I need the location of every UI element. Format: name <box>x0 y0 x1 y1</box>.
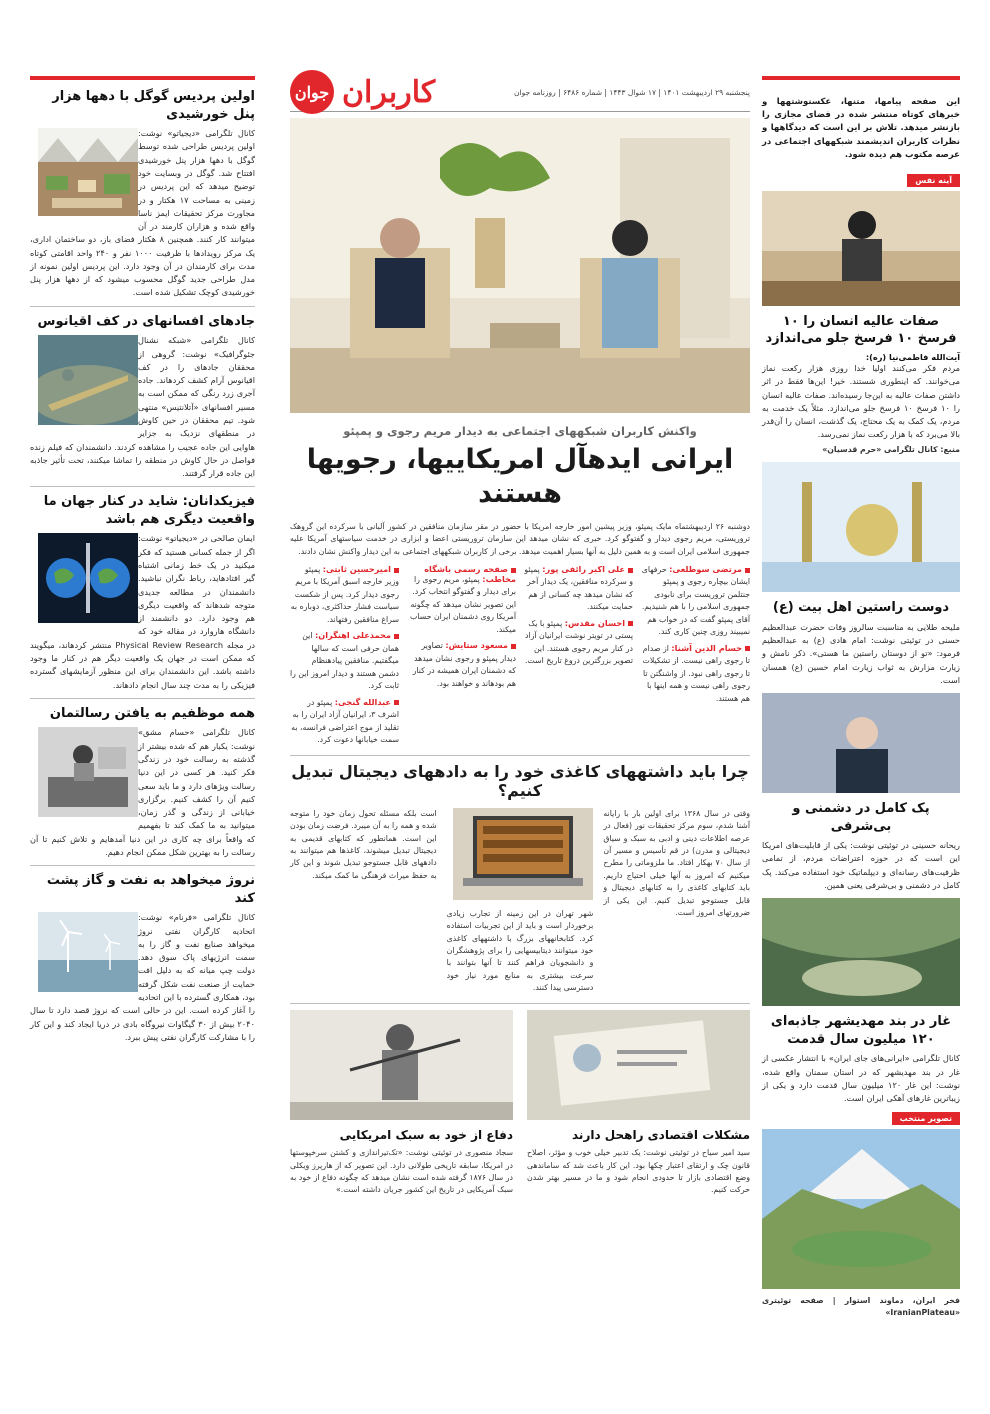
bottom-articles <box>290 1010 750 1197</box>
right-top-bar <box>762 76 960 80</box>
cleric-photo <box>762 191 960 310</box>
article-title: همه موظفیم به یافتن رسالتمان <box>49 705 255 721</box>
quote-item: علی اکبر رائفی پور: پمپئو و سرکرده منافقین، یک دیدار آخر که نشان میدهد چه کسانی از هم حمایت میکنند. <box>524 564 633 612</box>
right-column <box>762 76 960 1319</box>
bullet-square-icon <box>394 700 399 705</box>
divider <box>30 306 255 307</box>
article-body: شهر تهران در این زمینه از تجارب زیادی برخوردار است و باید از این تجربیات استفاده کرد. کتابخانههای بزرگ با داشتههای کاغذی خود میتوانند دیتابیسهایی را برای پژوهشگران و دانشجویان فراهم کنند تا آنها بتوانند با سرعت بیشتری به منابع مورد نیاز خود دسترسی پیدا کنند. <box>446 908 594 993</box>
section-tag: آینه نفس <box>907 174 960 187</box>
newspaper-logo: جوان <box>290 70 334 114</box>
author-name: آیت‌الله فاطمی‌نیا (ره): <box>865 351 960 362</box>
quote-item: مرتضی سوطلعی: حرفهای ایشان بیچاره رجوی و پمپئو جنتلمن تروریست برای نابودی جمهوری اسلامی را با هم شنیدیم. آقای پمپئو گفت که در خواب هم نمیبیند روزی چنین کاری کند. <box>641 564 750 637</box>
article-self-defense <box>290 1010 513 1197</box>
quote-item: مسعود ستایش: تصاویر دیدار پمپئو و رجوی نشان میدهد که دشمنان ایران همیشه در کنار هم بودهاند و خواهند بود. <box>412 640 516 688</box>
article-body: کانال تلگرامی «ایرانی‌های جای ایران» با انتشار عکسی از غار در بند مهدیشهر که در استان سمنان واقع شده، نوشت: این غار ۱۲۰ میلیون سال قدمت دارد و یکی از زیباترین غارهای آهکی ایران است. <box>762 1053 960 1104</box>
quote-item: حسام الدین آشنا: از صدام تا رجوی راهی نیست. از تشکیلات تا رجوی راهی نبود. از واشنگتن تا رجوی راهی نیست و همه اینها با هم هستند. <box>642 642 750 703</box>
twin-earth-illustration <box>38 533 138 627</box>
article-title: فیزیکدانان: شاید در کنار جهان ما واقعیت دیگری هم باشد <box>43 494 255 527</box>
main-headline: ایرانی ایدهآل امریکاییها، رجویها هستند <box>306 444 734 509</box>
biden-photo <box>762 693 960 797</box>
section-tag: تصویر منتخب <box>892 1112 960 1125</box>
bullet-square-icon <box>628 621 633 626</box>
shrine-photo <box>762 462 960 596</box>
article-body: ایمان صالحی در «دیجیاتو» نوشت: اگر از جمله کسانی هستید که فکر میکنید در یک خط زمانی اشتباه گیر افتادهاید، رباط نگران نباشید. دانشمندان در مطالعه جدیدی متوجه شدهاند که واقعیت دیگری هم وجود دارد. دو دانشمند از دانشگاه هاروارد در مقاله خود که در مجله Physical Review Research منتشر کردهاند، میگویند که ممکن است در جهان یک واقعیت دیگر هم در کنار ما وجود داشته باشد. این دانشمندان برای این منظور آزمایشهای گسترده فیزیکی را به مدت چند سال انجام دادهاند. <box>30 533 256 690</box>
article-norway <box>30 872 255 1044</box>
article-body: وقتی در سال ۱۳۶۸ برای اولین بار با رایانه آشنا شدم، سوم مرکز تحقیقات نور (فعال در عرصه اطلاعات دینی و ادبی به سبک و سیاق دیجیتالی و مدرن) در قم تأسیس و مسیر آن از سال ۷۰ بهکار افتاد. ما ملزوماتی را مطرح میکنیم که امروز به آنها خیلی احتیاج داریم. باید کتابهای کاغذی را به کتابهای دیجیتال و قابل جستوجو تبدیل کنیم. این یکی از ضرورتهای امروز است. <box>603 808 750 918</box>
article-title: دوست راستین اهل بیت (ع) <box>772 600 950 616</box>
quotes-column <box>524 564 633 747</box>
article-body: کانال تلگرامی «فرنام» نوشت: اتحادیه کارگران نفتی نروژ میخواهد صنایع نفت و گاز را به سمت انرژیهای پاک سوق دهد. دولت چپ میانه که به دلیل افت حمایت از صنعت نفت شکل گرفته بود، همکاری گسترده با این اتحادیه را آغاز کرده است. این در حالی است که نروژ قصد دارد تا سال ۲۰۴۰ بیش از ۳۰ گیگاوات نیروگاه بادی در دریا ایجاد کند و این کار را با مشارکت کارگران نفتی پیش ببرد. <box>30 912 255 1042</box>
article-title: نروژ میخواهد به نفت و گاز پشت کند <box>46 873 255 906</box>
article-body: کانال تلگرامی «شبکه نشنال جئوگرافیک» نوشت: گروهی از محققان جادهای را در کف اقیانوس آرام کشف کردهاند. جاده آجری زرد رنگی که ممکن است به مسیر افسانهای «آتلانتیس» منتهی شود. تیم محققان در حین کاوش در منطقهای نزدیک به جزایر هاوایی این جاده عجیب را مشاهده کردند. دانشمندان که فیلم زنده فواصل در حال کاوش در منطقه را تماشا میکنند، تحت تأثیر جاذبه این جاده قرار گرفتند. <box>30 335 255 479</box>
article-body: کانال تلگرامی «حسام مشق» نوشت: یکبار هم که شده بیشتر از گذشته به رسالت خود در زندگی فکر کنید. هر کسی در این دنیا رسالت ویژهای دارد و ما باید سعی کنیم آن را کشف کنیم. برگزاری خیابانی از زندگی و گذر زمان، میتوانید به ما کمک کند تا بفهمیم که واقعاً برای چه کاری در این دنیا آمدهایم و تلاش کنیم تا آن رسالت را به بهترین شکل ممکن انجام دهیم. <box>30 727 255 857</box>
quote-item: صفحه رسمی باشگاه مخاطب: پمپئو، مریم رجوی را برای دیدار و گفتوگو انتخاب کرد. این تصویر نشان میدهد که چگونه آمریکا روی دشمنان ایران حساب میکند. <box>409 564 516 634</box>
laptop-library-photo <box>447 808 594 904</box>
divider <box>30 865 255 866</box>
bullet-square-icon <box>394 568 399 573</box>
center-column <box>290 76 750 1197</box>
headline-kicker: واکنش کاربران شبکههای اجتماعی به دیدار مریم رجوی و پمپئو <box>343 424 697 438</box>
section-name: کاربران <box>342 74 436 110</box>
vintage-typist-photo <box>38 727 138 821</box>
article-body: مردم فکر می‌کنند اولیا خدا روزی هزار رکعت نماز می‌خوانند. که اینطوری شستند. خیر! این‌ها فقط در اثر داشتن صفات عالیه به این‌جا رسیده‌اند. صفات عالیه انسان را ۱۰ فرسخ ۱۰ فرسخ جلو می‌اندازد. مثلاً یک خدمت به مردم، یک کمک به یک محتاج، یک گذشت، انسان را آن‌قدر بالا می‌برد که با هزار رکعت نماز نمی‌رسد. <box>762 362 960 440</box>
article-ocean-road <box>30 313 255 481</box>
ocean-floor-photo <box>38 335 138 429</box>
bullet-square-icon <box>745 646 750 651</box>
article-body: سجاد منصوری در توئیتی نوشت: «تک‌تیراندازی و کشتن سرخپوستها در امریکا، سابقه تاریخی طولانی دارد. این تصویر که از هارپرز ویکلی در سال ۱۸۷۶ گرفته شده است نشان میدهد که چگونه دفاع از خود به سبک آمریکایی در تاریخ این کشور جریان داشته است.» <box>290 1148 513 1195</box>
divider <box>290 755 750 756</box>
quotes-grid <box>290 564 750 747</box>
article-google-campus <box>30 88 255 300</box>
page-intro: این صفحه پیامها، متنها، عکسنوشتهها و خبرهای کوتاه منتشر شده در فضای مجازی را بازنشر میدهد. تلاش بر این است که دیدگاهها و نظرات کاربران اندیشمند شبکههای اجتماعی در عرصه مکتوب هم دیده شود. <box>762 97 960 160</box>
left-top-bar <box>30 76 255 80</box>
article-parallel-reality <box>30 493 255 691</box>
article-mission <box>30 705 255 859</box>
cave-photo <box>762 898 960 1010</box>
issue-info: پنجشنبه ۲۹ اردیبهشت ۱۴۰۱ | ۱۷ شوال ۱۴۴۳ | شماره ۶۴۸۶ | روزنامه جوان <box>514 87 750 97</box>
bullet-square-icon <box>745 568 750 573</box>
article-digital <box>290 762 750 995</box>
article-body: است بلکه مسئله تحول زمان خود را متوجه شده و همه را به آن میبرد. فرضت زمان بودن این است. همانطور که کتابهای قدیمی به دیجیتال تبدیل میشوند، کاغذها هم میتوانند به دادههای قابل جستوجو تبدیل شوند و این کار به حفظ میراث فرهنگی ما کمک میکند. <box>290 808 437 880</box>
wind-turbines-photo <box>38 912 138 996</box>
quotes-column <box>641 564 750 747</box>
bullet-square-icon <box>394 634 399 639</box>
article-title: جادهای افسانهای در کف اقیانوس <box>37 313 255 329</box>
article-body: ملیحه طلایی به مناسبت سالروز وفات حضرت عبدالعظیم حسنی در توئیتی نوشت: امام هادی (ع) به عبدالعظیم فرمود: «تو از دوستان راستین ما هستی». ذکر نامش و زیارت مزارش به ثواب زیارت امام حسین (ع) همسان است. <box>762 621 960 685</box>
masthead <box>290 76 750 112</box>
left-column <box>30 76 255 1044</box>
article-source: منبع: کانال تلگرامی «حرم قدسیان» <box>822 444 960 454</box>
article-title: مشکلات اقتصادی راهحل دارند <box>572 1127 750 1142</box>
article-body: سید امیر سیاح در توئیتی نوشت: یک تدبیر خیلی خوب و مؤثر، اصلاح قانون چک و ارتقای اعتبار چکها بود. این کار باعث شد که ساماندهی وضع اقتصادی بازار تا حدودی انجام شود و ما در مسیر بهتر شدن حرکت کنیم. <box>527 1148 750 1195</box>
quote-item: عبدالله گنجی: پمپئو در اشرف ۳، ایرانیان آزاد ایران را به تقلید از موج اعتراضی فرانسه، به سمت خیابانها دعوت کرد. <box>291 696 399 745</box>
quote-item: احسان مقدس: پمپئو با یک پستی در تویتر نوشت ایرانیان آزاد در کنار مریم رجوی هستند. این تصویر بزرگترین دروغ تاریخ است. <box>524 617 633 666</box>
article-columns <box>290 808 750 995</box>
article-title: غار در بند مهدیشهر جاذبه‌ای ۱۲۰ میلیون سال قدمت <box>770 1014 952 1047</box>
vintage-engraving <box>290 1010 513 1124</box>
bullet-square-icon <box>628 568 633 573</box>
divider <box>30 486 255 487</box>
solar-campus-photo <box>38 128 138 220</box>
article-title: صفات عالیه انسان را ۱۰ فرسخ ۱۰ فرسخ جلو می‌اندازد <box>765 313 957 347</box>
article-title: اولین پردیس گوگل با دهها هزار پنل خورشیدی <box>52 89 255 122</box>
article-title: دفاع از خود به سبک امریکایی <box>339 1127 513 1142</box>
divider <box>30 698 255 699</box>
stamp-photo <box>527 1010 750 1124</box>
article-economic <box>527 1010 750 1197</box>
divider <box>290 1003 750 1004</box>
quotes-column <box>407 564 516 747</box>
quotes-column <box>290 564 399 747</box>
main-lead: دوشنبه ۲۶ اردیبهشتماه مایک پمپئو، وزیر پیشین امور خارجه امریکا با حضور در مقر سازمان منافقین در کشور آلبانی با سرکرده این گروهک تروریستی، مریم رجوی دیدار و گفتوگو کرد. خبری که نشان میدهد این سازمان تروریستی اعضا و ابزاری در خدمت سیاستهای آمریکا علیه جمهوری اسلامی ایران است و به همین دلیل به آنها بسیار اهمیت میدهد. برخی از کاربران شبکههای اجتماعی به این دیدار واکنش نشان دادند. <box>290 521 750 556</box>
damavand-photo <box>762 1129 960 1293</box>
brand <box>290 70 435 114</box>
bullet-square-icon <box>511 644 516 649</box>
quote-item: امیرحسین ثابتی: پمپئو وزیر خارجه اسبق آمریکا با مریم رجوی دیدار کرد. پس از شکست سیاست فشار حداکثری، دوباره به سراغ منافقین رفتهاند. <box>290 564 399 624</box>
article-body: کانال تلگرامی «دیجیاتو» نوشت: اولین پردیس طراحی شده توسط گوگل با دهها هزار پنل خورشیدی افتتاح شد. گوگل در وبسایت خود توضیح میدهد که این پردیس در زمینی به مساحت ۱۷ هکتار و در مجاورت مرکز تحقیقات ایمز ناسا واقع شده و هزاران کارمند در آن میتوانند کار کنند. همچنین ۸ هکتار فضای باز، دو ساختمان اداری، یک مرکز رویدادها با ظرفیت ۱۰۰۰ نفر و ۲۴۰ واحد اقامتی کوتاه مدت برای کارمندان در آن وجود دارد. این پردیس اولین نمونه از مدل طراحی جدید گوگل محسوب میشود که از دهها هزار پنل خورشیدی کوچک تشکیل شده است. <box>30 128 256 298</box>
article-middle <box>447 808 594 995</box>
photo-caption: فخر ایران، دماوند استوار | صفحه توئیتری «IranianPlateau» <box>762 1295 960 1317</box>
quote-item: محمدعلی اهنگران: این همان حرفی است که سالها میگفتیم. منافقین پیادهنظام دشمن هستند و دیدار امروز این را ثابت کرد. <box>290 630 399 691</box>
article-body: ریحانه حسینی در توئیتی نوشت: یکی از قابلیت‌های امریکا این است که در حوزه اعتراضات مردم، از تمامی ظرفیت‌های رسانه‌ای و دیپلماتیک خود استفاده می‌کند. پک کامل در دشمنی و بی‌شرفی یعنی همین. <box>762 840 960 890</box>
article-title: چرا باید داشتههای کاغذی خود را به دادههای دیجیتال تبدیل کنیم؟ <box>291 761 749 800</box>
bullet-square-icon <box>511 568 516 573</box>
main-photo <box>290 118 750 417</box>
article-title: پک کامل در دشمنی و بی‌شرفی <box>792 801 930 834</box>
